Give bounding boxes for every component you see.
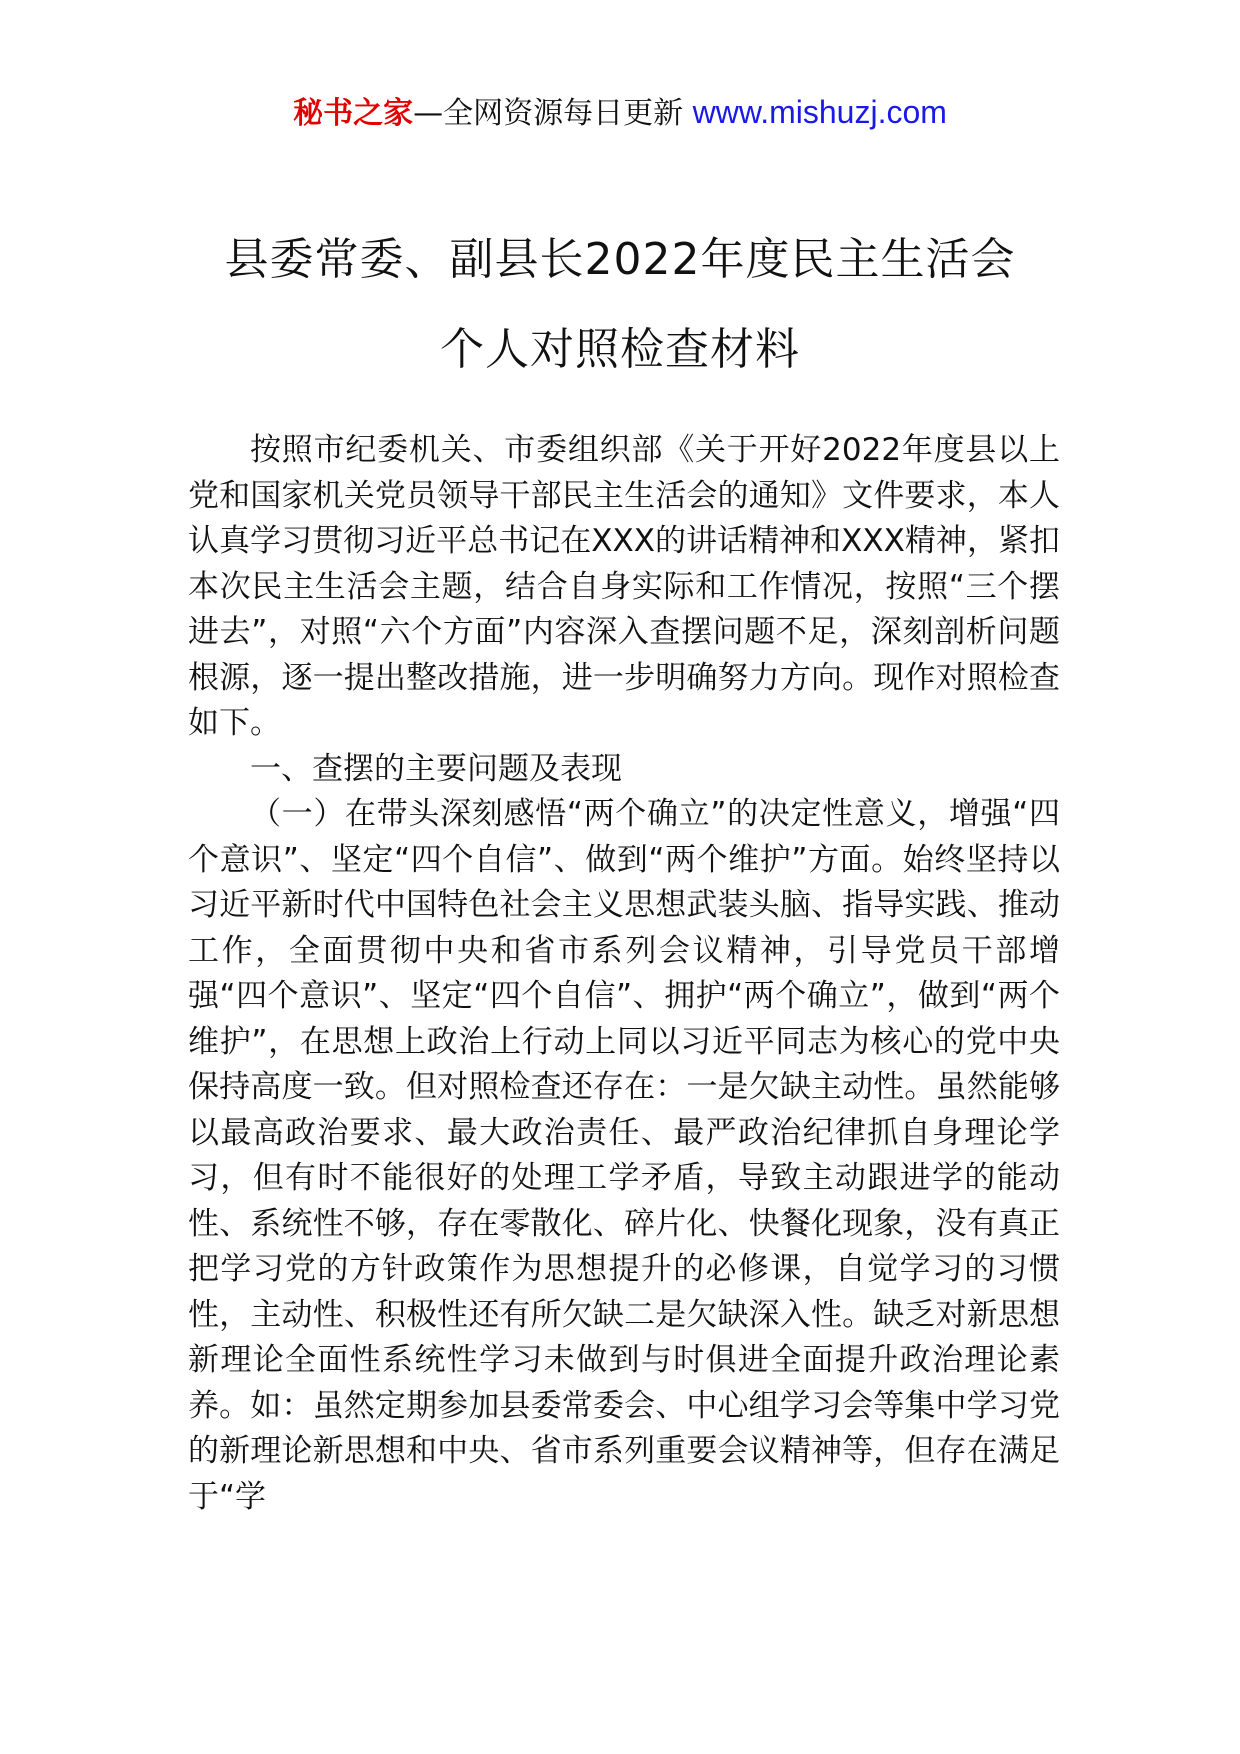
header-tagline: —全网资源每日更新 <box>413 96 684 131</box>
document-title-line-1: 县委常委、副县长2022年度民主生活会 <box>224 234 1016 285</box>
site-header <box>0 92 1240 134</box>
paragraph-intro: 按照市纪委机关、市委组织部《关于开好2022年度县以上党和国家机关党员领导干部民主生活会的通知》文件要求，本人认真学习贯彻习近平总书记在XXX的讲话精神和XXX精神，紧扣本次民主生活会主题，结合自身实际和工作情况，按照“三个摆进去”，对照“六个方面”内容深入查摆问题不足，深刻剖析问题根源，逐一提出整改措施，进一步明确努力方向。现作对照检查如下。 <box>188 432 1060 741</box>
section-heading: 一、查摆的主要问题及表现 <box>250 750 622 787</box>
document-title-line-2: 个人对照检查材料 <box>440 324 800 375</box>
paragraph-section-1: （一）在带头深刻感悟“两个确立”的决定性意义，增强“四个意识”、坚定“四个自信”、做到“两个维护”方面。始终坚持以习近平新时代中国特色社会主义思想武装头脑、指导实践、推动工作，全面贯彻中央和省市系列会议精神，引导党员干部增强“四个意识”、坚定“四个自信”、拥护“两个确立”，做到“两个维护”，在思想上政治上行动上同以习近平同志为核心的党中央保持高度一致。但对照检查还存在：一是欠缺主动性。虽然能够以最高政治要求、最大政治责任、最严政治纪律抓自身理论学习，但有时不能很好的处理工学矛盾，导致主动跟进学的能动性、系统性不够，存在零散化、碎片化、快餐化现象，没有真正把学习党的方针政策作为思想提升的必修课，自觉学习的习惯性，主动性、积极性还有所欠缺二是欠缺深入性。缺乏对新思想新理论全面性系统性学习未做到与时俱进全面提升政治理论素养。如：虽然定期参加县委常委会、中心组学习会等集中学习党的新理论新思想和中央、省市系列重要会议精神等，但存在满足于“学 <box>188 796 1060 1515</box>
brand-name: 秘书之家 <box>293 96 414 131</box>
site-url-link[interactable]: www.mishuzj.com <box>692 94 947 130</box>
document-body <box>188 428 1060 1520</box>
